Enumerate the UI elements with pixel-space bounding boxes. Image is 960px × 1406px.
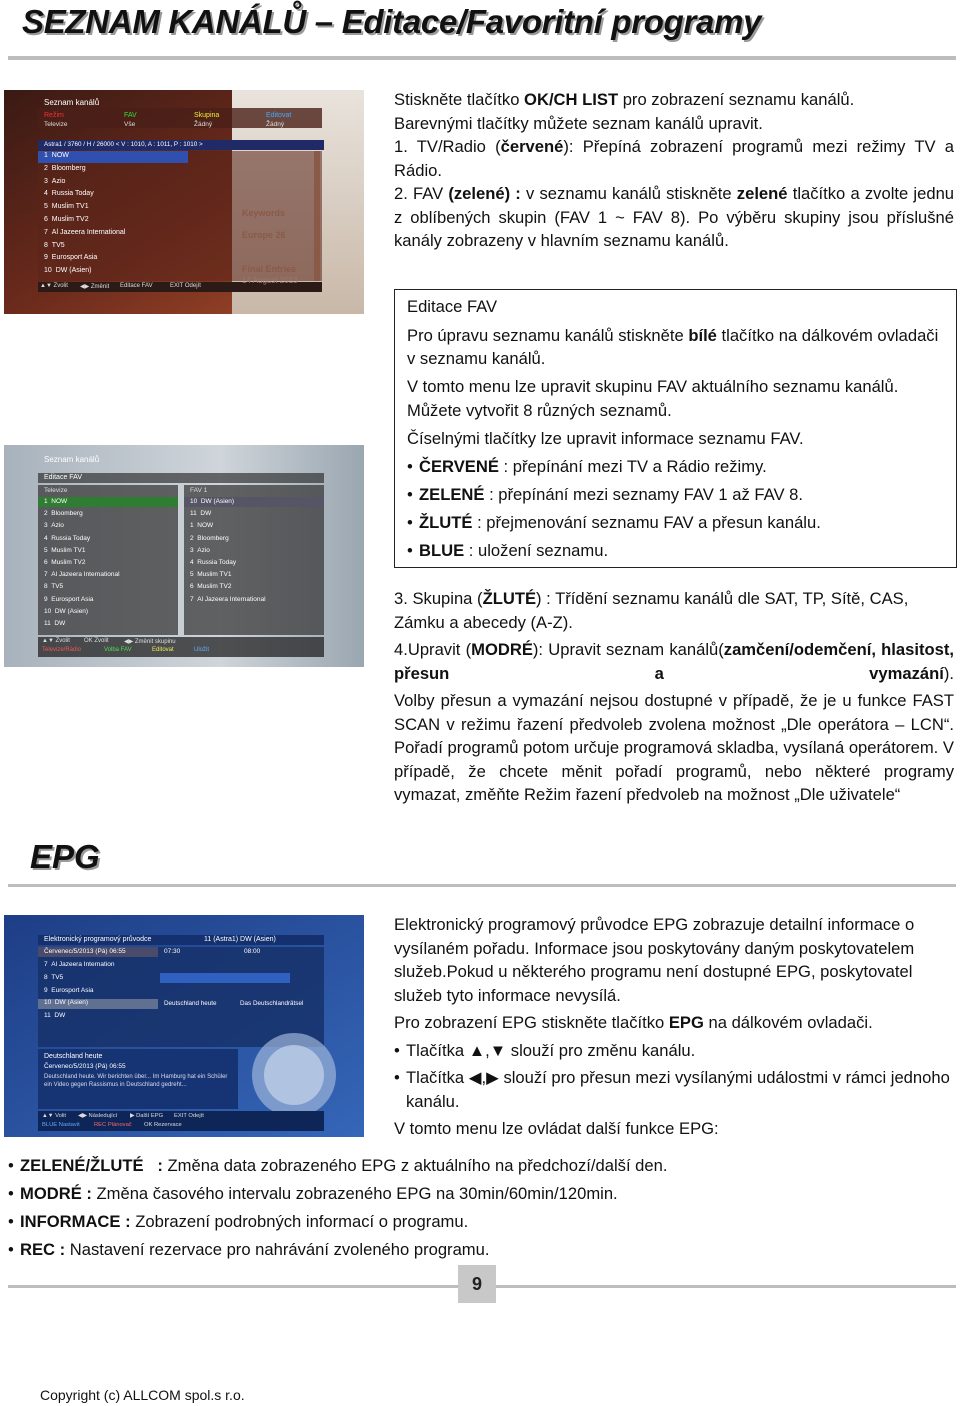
osd-title: Elektronický programový průvodce xyxy=(44,936,152,943)
osd-footer-item: ▲▼ Volit xyxy=(42,1113,67,1119)
osd-channel-title: 11 (Astra1) DW (Asien) xyxy=(204,936,276,943)
osd-footer-item: ◀▶ Změnit skupinu xyxy=(124,639,176,645)
osd-channel-row: 6 Muslim TV2 xyxy=(44,215,89,223)
osd-title: Seznam kanálů xyxy=(44,98,100,107)
osd-channel-row: 10 DW (Asien) xyxy=(44,999,89,1007)
osd-tab-edit: Editovat xyxy=(266,112,292,119)
osd-channel-row: 6 Muslim TV2 xyxy=(190,583,232,591)
epg-function-list xyxy=(8,1152,667,1264)
osd-info-line: Astra1 / 3760 / H / 26000 < V : 1010, A : 1011, P : 1010 > xyxy=(44,141,203,148)
epg-bullet: • Tlačítka ◀,▶ slouží pro přesun mezi vysílanými událostmi v rámci jednoho kanálu. xyxy=(394,1068,950,1111)
osd-channel-row: 3 Azio xyxy=(44,177,66,185)
osd-footer-item: ▶ Další EPG xyxy=(130,1113,164,1119)
intro-point-2: 2. FAV (zelené) : v seznamu kanálů stiskněte zelené tlačítko a zvolte jednu z oblíbených skupin (FAV 1 ~ FAV 8). Po výběru skupiny jsou příslušné kanály zobrazeny v hlavním seznamu kanálů. xyxy=(394,184,955,250)
osd-channel-row: 9 Eurosport Asia xyxy=(44,986,94,994)
epg-divider xyxy=(8,884,956,887)
edit-fav-title: Editace FAV xyxy=(407,297,498,316)
osd-channel-list xyxy=(44,152,125,280)
osd-channel-row: 9 Eurosport Asia xyxy=(44,254,98,262)
page-title: SEZNAM KANÁLŮ – Editace/Favoritní programy xyxy=(22,3,762,40)
osd-footer-item: OK Rezervace xyxy=(144,1122,182,1128)
epg-paragraph-1: Elektronický programový průvodce EPG zobrazuje detailní informace o vysílaném pořadu. Informace jsou poskytovány daným poskytovatelem služeb.Pokud u některého programu není dostupné EPG, poskytovatel služeb tyto informace nevysílá. xyxy=(394,915,915,1005)
epg-screenshot xyxy=(4,915,364,1137)
epg-text xyxy=(394,913,958,1141)
edit-fav-text-1: Pro úpravu seznamu kanálů stiskněte bílé tlačítko na dálkovém ovladači v seznamu kanálů. xyxy=(407,325,939,368)
osd-event: Deutschland heute xyxy=(164,1000,217,1007)
osd-left-header: Televize xyxy=(44,487,68,494)
osd-footer-item: Televize/Rádio xyxy=(42,647,82,653)
osd-channel-row: 1 NOW xyxy=(44,498,68,505)
epg-bullet: • Tlačítka ▲,▼ slouží pro změnu kanálu. xyxy=(394,1040,696,1060)
epg-function-item: • REC : Nastavení rezervace pro nahrávání zvoleného programu. xyxy=(8,1240,490,1259)
osd-footer-item: ◀▶ Změnit xyxy=(80,284,110,290)
osd-footer-item: ▲▼ Zvolit xyxy=(40,283,68,289)
edit-fav-bullet: • ČERVENÉ : přepínání mezi TV a Rádio režimy. xyxy=(407,456,767,476)
osd-channel-row: 7 Al Jazeera International xyxy=(190,595,266,603)
osd-channel-row: 10 DW (Asien) xyxy=(44,607,89,615)
edit-fav-text-3: Číselnými tlačítky lze upravit informace seznamu FAV. xyxy=(407,428,804,448)
osd-channel-row: 10 DW (Asien) xyxy=(44,267,92,275)
osd-left-list xyxy=(44,498,120,632)
osd-right-header: FAV 1 xyxy=(190,487,208,494)
osd-footer-item: REC Plánovač xyxy=(94,1122,132,1128)
osd-footer-item: Editace FAV xyxy=(120,283,153,289)
osd-title: Seznam kanálů xyxy=(44,455,100,464)
edit-fav-screenshot xyxy=(4,445,364,667)
osd-tab-group: Skupina xyxy=(194,112,220,119)
osd-channel-row: 3 Azio xyxy=(190,546,210,554)
osd-footer-item: Uložit xyxy=(194,647,210,653)
section-3-4-text xyxy=(394,587,954,807)
osd-tab-value: Televize xyxy=(44,121,68,128)
osd-channel-row: 11 DW xyxy=(44,619,66,627)
osd-channel-row: 6 Muslim TV2 xyxy=(44,558,86,566)
osd-channel-row: 10 DW (Asien) xyxy=(190,498,235,505)
edit-fav-box xyxy=(394,289,957,568)
osd-footer-item: ◀▶ Následující xyxy=(78,1113,118,1119)
epg-heading: EPG xyxy=(30,838,100,875)
osd-channel-row: 11 DW xyxy=(44,1012,66,1020)
osd-side-label: Europe 26 xyxy=(242,230,286,240)
osd-footer-item: ▲▼ Zvolit xyxy=(42,638,70,644)
osd-channel-row: 4 Russia Today xyxy=(44,534,91,542)
copyright: Copyright (c) ALLCOM spol.s r.o. xyxy=(40,1387,245,1403)
osd-channel-row: 9 Eurosport Asia xyxy=(44,595,94,603)
edit-fav-bullet: • BLUE : uložení seznamu. xyxy=(407,540,609,560)
osd-epg-channels xyxy=(44,961,114,1025)
osd-channel-row: 8 TV5 xyxy=(44,241,65,249)
epg-function-item: • INFORMACE : Zobrazení podrobných informací o programu. xyxy=(8,1212,469,1231)
epg-function-item: • ZELENÉ/ŽLUTÉ : Změna data zobrazeného EPG z aktuálního na předchozí/další den. xyxy=(8,1156,668,1175)
osd-info-date: Červenec/5/2013 (Pá) 06:55 xyxy=(44,1063,126,1070)
osd-tab-value: Žádný xyxy=(194,121,213,128)
osd-channel-row: 1 NOW xyxy=(44,152,69,159)
edit-fav-text-2: V tomto menu lze upravit skupinu FAV aktuálního seznamu kanálů. Můžete vytvořit 8 různých seznamů. xyxy=(407,377,899,420)
point-3: 3. Skupina (ŽLUTÉ) : Třídění seznamu kanálů dle SAT, TP, Sítě, CAS, Zámku a abecedy (A-Z). xyxy=(394,589,909,632)
osd-channel-row: 2 Bloomberg xyxy=(44,510,83,518)
osd-channel-row: 2 Bloomberg xyxy=(190,534,229,542)
osd-side-label: Keywords xyxy=(242,208,286,218)
osd-channel-row: 7 Al Jazeera International xyxy=(44,228,126,236)
osd-side-label: Final Entries xyxy=(242,264,297,274)
osd-footer-item: EXIT Odejít xyxy=(170,283,201,289)
osd-tab-value: Vše xyxy=(124,121,136,128)
osd-info-text: Deutschland heute. Wir berichten über... Im Hamburg hat ein Schüler ein Video gegen Rassismus in Deutschland gedreht... xyxy=(44,1074,228,1088)
osd-right-list xyxy=(190,498,266,608)
osd-channel-row: 4 Russia Today xyxy=(190,558,237,566)
channel-list-screenshot xyxy=(4,90,364,314)
intro-point-1: 1. TV/Radio (červené): Přepíná zobrazení programů mezi režimy TV a Rádio. xyxy=(394,137,954,180)
osd-footer-item: Volba FAV xyxy=(104,647,132,653)
header-divider xyxy=(8,56,956,60)
intro-text xyxy=(394,88,954,253)
osd-channel-row: 5 Muslim TV1 xyxy=(190,571,232,579)
osd-channel-row: 5 Muslim TV1 xyxy=(44,203,89,211)
osd-time: 08:00 xyxy=(244,948,261,955)
osd-time: 07:30 xyxy=(164,948,181,955)
point-4: 4.Upravit (MODRÉ): Upravit seznam kanálů(zamčení/odemčení, hlasitost, přesun a vymazání). xyxy=(394,640,954,683)
osd-channel-row: 7 Al Jazeera International xyxy=(44,571,120,579)
osd-channel-row: 8 TV5 xyxy=(44,973,64,981)
osd-side-label: 14 August 2013 xyxy=(242,276,298,285)
intro-line-2: Barevnými tlačítky můžete seznam kanálů upravit. xyxy=(394,113,763,133)
osd-tab-fav: FAV xyxy=(124,112,137,119)
osd-event: Das Deutschlandrätsel xyxy=(240,1000,304,1007)
osd-footer-item: BLUE Nastavit xyxy=(42,1122,80,1128)
osd-channel-row: 11 DW xyxy=(190,510,212,518)
osd-channel-row: 8 TV5 xyxy=(44,583,64,591)
osd-tab-mode: Režim xyxy=(44,112,64,119)
osd-channel-row: 4 Russia Today xyxy=(44,190,94,198)
osd-tab-value: Žádný xyxy=(266,121,285,128)
page-number: 9 xyxy=(458,1265,496,1303)
osd-info-title: Deutschland heute xyxy=(44,1053,103,1060)
osd-footer-item: Editovat xyxy=(152,647,174,653)
osd-channel-row: 3 Azio xyxy=(44,522,64,530)
osd-date-header: Červenec/5/2013 (Pá) 06:55 xyxy=(44,948,126,955)
osd-footer-item: EXIT Odejít xyxy=(174,1113,204,1119)
point-4-note: Volby přesun a vymazání nejsou dostupné v případě, že je u funkce FAST SCAN v režimu řazení předvoleb zvolena možnost „Dle operátora – LCN“. Pořadí programů potom určuje programová skladba, vysílaná operátorem. V případě, že chcete měnit pořadí programů, nebo některé programy vymazat, změňte Režim řazení předvoleb na možnost „Dle uživatele“ xyxy=(394,691,954,804)
osd-subtitle: Editace FAV xyxy=(44,474,83,481)
intro-line-1: Stiskněte tlačítko OK/CH LIST pro zobrazení seznamu kanálů. xyxy=(394,90,855,109)
osd-footer-item: OK Zvolit xyxy=(84,638,109,644)
edit-fav-bullet: • ZELENÉ : přepínání mezi seznamy FAV 1 až FAV 8. xyxy=(407,484,803,504)
osd-channel-row: 2 Bloomberg xyxy=(44,164,86,172)
osd-channel-row: 7 Al Jazeera Internation xyxy=(44,961,115,968)
epg-function-item: • MODRÉ : Změna časového intervalu zobrazeného EPG na 30min/60min/120min. xyxy=(8,1184,618,1203)
edit-fav-bullet: • ŽLUTÉ : přejmenování seznamu FAV a přesun kanálu. xyxy=(407,512,821,532)
osd-channel-row: 5 Muslim TV1 xyxy=(44,546,86,554)
epg-paragraph-2: Pro zobrazení EPG stiskněte tlačítko EPG na dálkovém ovladači. xyxy=(394,1013,873,1032)
osd-channel-row: 1 NOW xyxy=(190,522,214,530)
epg-paragraph-3: V tomto menu lze ovládat další funkce EPG: xyxy=(394,1119,719,1138)
